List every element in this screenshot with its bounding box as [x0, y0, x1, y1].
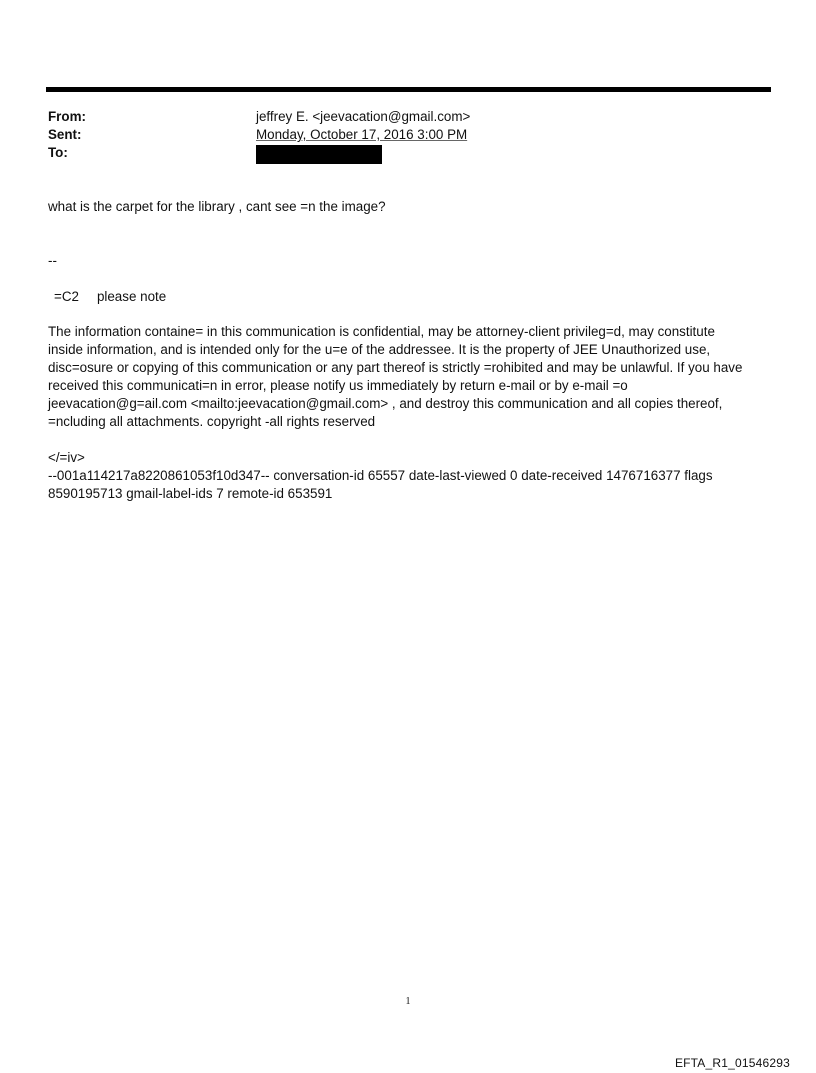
from-value: jeffrey E. <jeevacation@gmail.com> [256, 109, 471, 124]
note-text: please note [96, 289, 167, 304]
document-id: EFTA_R1_01546293 [674, 1056, 790, 1070]
disclaimer-line: =ncluding all attachments. copyright -all rights reserved [48, 414, 376, 429]
top-rule [46, 87, 771, 92]
signature-separator: -- [48, 253, 57, 268]
sent-label: Sent: [48, 127, 82, 142]
page-number: 1 [405, 996, 411, 1007]
disclaimer-line: disc=osure or copying of this communication or any part thereof is strictly =rohibited and may be unlawful. If you have [48, 360, 743, 375]
div-tag-line: </=iv> [48, 450, 85, 465]
from-label: From: [48, 109, 86, 124]
disclaimer-line: jeevacation@g=ail.com <mailto:jeevacation@gmail.com> , and destroy this communication and all copies thereof, [48, 396, 723, 411]
disclaimer-line: inside information, and is intended only for the u=e of the addressee. It is the property of JEE Unauthorized use, [48, 342, 711, 357]
disclaimer-line: received this communicati=n in error, please notify us immediately by return e-mail or by e-mail =o [48, 378, 628, 393]
sent-value: Monday, October 17, 2016 3:00 PM [256, 127, 468, 142]
note-prefix: =C2 [54, 289, 79, 304]
note-line [54, 288, 766, 306]
disclaimer-line: The information containe= in this communication is confidential, may be attorney-client privileg=d, may constitute [48, 324, 715, 339]
metadata-line: --001a114217a8220861053f10d347-- conversation-id 65557 date-last-viewed 0 date-received 1476716377 flags [48, 468, 713, 483]
message-line: what is the carpet for the library , cant see =n the image? [48, 199, 386, 214]
confidentiality-disclaimer [48, 323, 764, 431]
redaction-block [256, 145, 382, 164]
metadata-line: 8590195713 gmail-label-ids 7 remote-id 653591 [48, 486, 333, 501]
to-label: To: [48, 145, 68, 160]
